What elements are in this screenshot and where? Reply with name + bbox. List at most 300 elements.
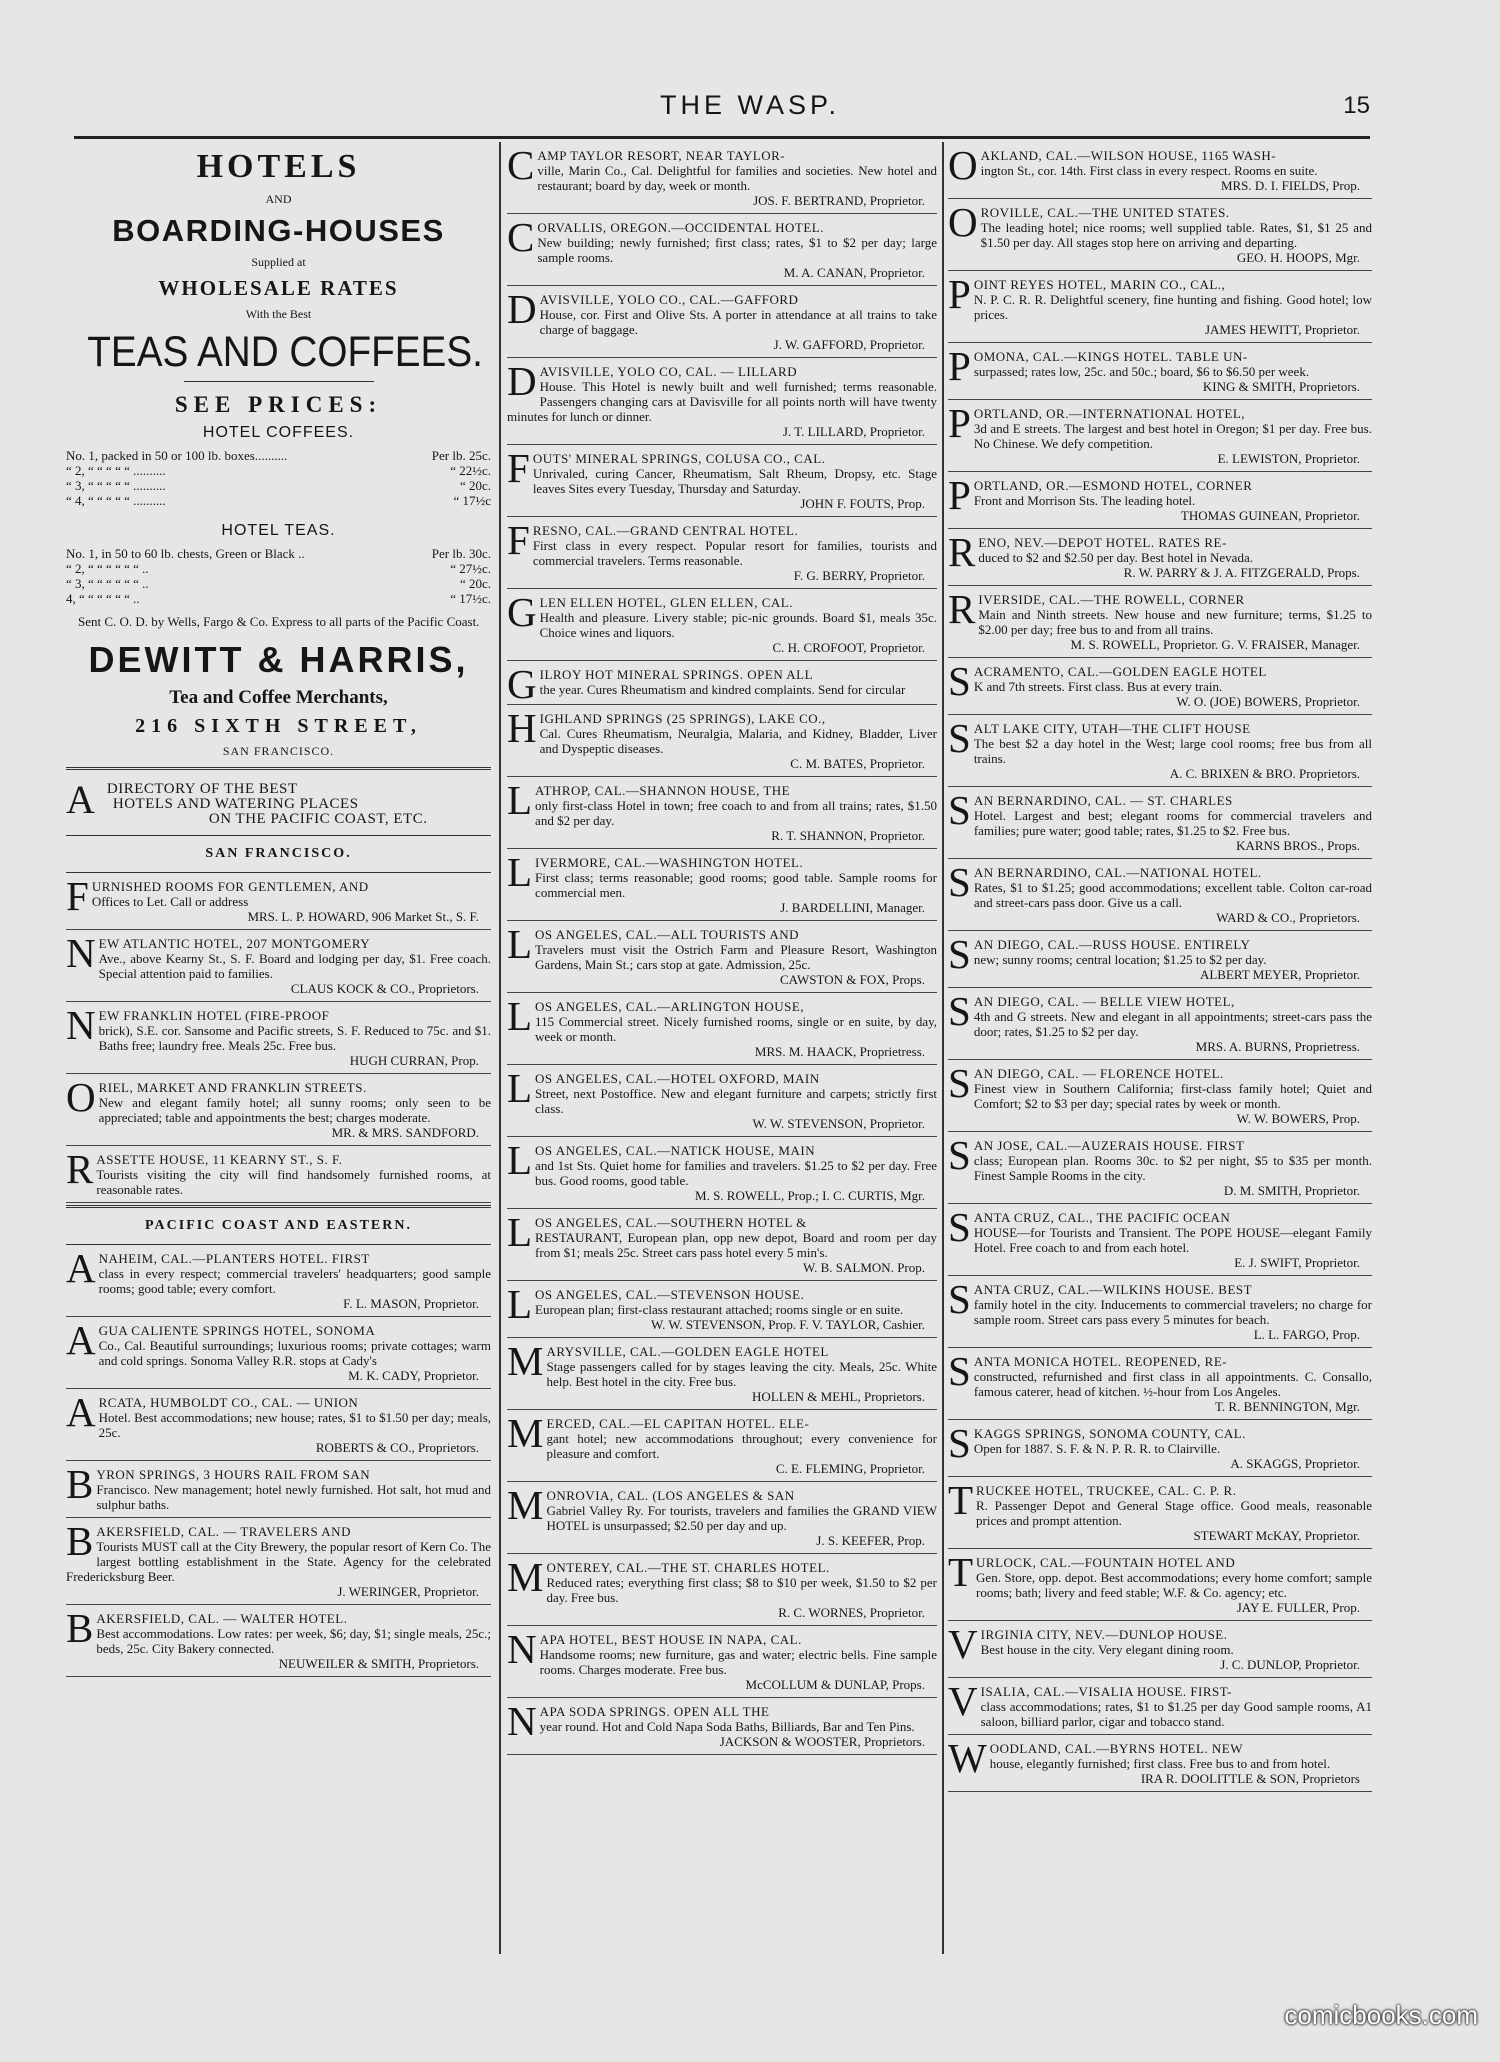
listing-proprietor: CAWSTON & FOX, Props. [780, 972, 925, 987]
listing-initial: T [948, 1477, 974, 1523]
listing-initial: D [507, 286, 537, 332]
ad-supplied-at: Supplied at [251, 255, 306, 269]
listing-title: AVISVILLE, YOLO CO., CAL.—GAFFORD [539, 292, 799, 307]
listing-entry [66, 1245, 491, 1317]
directory-heading [66, 777, 491, 827]
price-value: “ 17½c. [450, 591, 491, 606]
ad-with-best: With the Best [245, 307, 312, 321]
listing-entry [948, 472, 1372, 529]
listing-initial: P [948, 271, 971, 317]
listing-initial: S [948, 1348, 971, 1394]
listing-entry [507, 214, 937, 286]
listing-initial: T [948, 1549, 974, 1595]
ad-teas-coffees: TEAS AND COFFEES. [87, 328, 483, 376]
listing-text: and 1st Sts. Quiet home for families and travelers. $1.25 to $2 per day. Free bus. Good rooms, good table. [535, 1158, 937, 1188]
listing-proprietor: KING & SMITH, Proprietors. [1202, 379, 1360, 394]
ad-hotel-coffees: HOTEL COFFEES. [202, 424, 355, 441]
listing-entry [66, 1074, 491, 1146]
listing-text: Street, next Postoffice. New and elegant furniture and carpets; strictly first class. [535, 1086, 937, 1116]
listing-proprietor: C. H. CROFOOT, Proprietor. [772, 640, 925, 655]
directory-line-2: HOTELS AND WATERING PLACES [112, 796, 359, 812]
listing-initial: F [507, 517, 530, 563]
price-label: No. 1, in 50 to 60 lb. chests, Green or Black .. [66, 546, 305, 561]
listing-initial: R [948, 586, 976, 632]
ad-see-prices: SEE PRICES: [174, 392, 383, 417]
listing-initial: S [948, 1420, 971, 1466]
listing-initial: W [948, 1735, 987, 1781]
listing-entry [66, 1317, 491, 1389]
listing-title: OS ANGELES, CAL.—NATICK HOUSE, MAIN [535, 1143, 816, 1158]
listing-text: gant hotel; new accommodations throughout; every convenience for pleasure and comfort. [546, 1431, 937, 1461]
listing-text: 4th and G streets. New and elegant in all appointments; street-cars pass the door; rates, $1.25 to $2 per day. [973, 1009, 1372, 1039]
listing-entry [948, 1735, 1372, 1792]
listing-title: IRGINIA CITY, NEV.—DUNLOP HOUSE. [980, 1627, 1228, 1642]
price-label: “ 4, “ “ “ “ “ .......... [66, 493, 166, 508]
listing-text: Gen. Store, opp. depot. Best accommodations; every home comfort; sample rooms; bath; livery and feed stable; W.F. & Co. agency; etc. [976, 1570, 1372, 1600]
listing-text: duced to $2 and $2.50 per day. Best hotel in Nevada. [978, 550, 1253, 565]
listing-title: AMP TAYLOR RESORT, NEAR TAYLOR- [537, 148, 786, 163]
listing-entry [948, 1420, 1372, 1477]
listing-title: ANTA CRUZ, CAL., THE PACIFIC OCEAN [973, 1210, 1231, 1225]
listing-text: Hotel. Best accommodations; new house; rates, $1 to $1.50 per day; meals, 25c. [98, 1410, 491, 1440]
listing-text: HOUSE—for Tourists and Transient. The POPE HOUSE—elegant Family Hotel. Free coach to and from each hotel. [973, 1225, 1372, 1255]
listing-title: AN DIEGO, CAL. — FLORENCE HOTEL. [973, 1066, 1224, 1081]
listing-text: family hotel in the city. Inducements to commercial travelers; no charge for sample room. Street cars pass every 5 minutes for beach. [973, 1297, 1372, 1327]
listing-entry [948, 271, 1372, 343]
price-value: “ 20c. [459, 478, 491, 493]
column-3 [948, 142, 1372, 1954]
price-value: “ 17½c [453, 493, 491, 508]
pacific-coast-listings [66, 1245, 491, 1677]
listing-initial: S [948, 931, 971, 977]
ad-wholesale-rates: WHOLESALE RATES [158, 276, 399, 300]
listing-proprietor: ALBERT MEYER, Proprietor. [1199, 967, 1360, 982]
listing-initial: G [507, 661, 537, 707]
listing-entry [948, 1477, 1372, 1549]
directory-line-1: DIRECTORY OF THE BEST [106, 781, 298, 797]
price-label: “ 2, “ “ “ “ “ “ .. [66, 561, 149, 576]
listing-initial: O [948, 199, 978, 245]
listing-proprietor: E. LEWISTON, Proprietor. [1217, 451, 1360, 466]
listing-text: Open for 1887. S. F. & N. P. R. R. to Clairville. [973, 1441, 1221, 1456]
section-rule [66, 835, 491, 836]
listing-text: The best $2 a day hotel in the West; large cool rooms; free bus from all trains. [973, 736, 1372, 766]
listing-proprietor: D. M. SMITH, Proprietor. [1223, 1183, 1360, 1198]
listing-proprietor: CLAUS KOCK & CO., Proprietors. [290, 981, 479, 996]
listing-title: RCATA, HUMBOLDT CO., CAL. — UNION [98, 1395, 359, 1410]
listing-title: ANTA CRUZ, CAL.—WILKINS HOUSE. BEST [973, 1282, 1253, 1297]
listing-entry [66, 1605, 491, 1677]
directory-initial: A [66, 777, 95, 822]
listing-proprietor: J. T. LILLARD, Proprietor. [782, 424, 925, 439]
listing-entry [507, 705, 937, 777]
listing-initial: M [507, 1554, 544, 1600]
listing-proprietor: JAMES HEWITT, Proprietor. [1204, 322, 1360, 337]
price-value: “ 22½c. [450, 463, 491, 478]
listing-text: Finest view in Southern California; first-class family hotel; Quiet and Comfort; $2 to $3 per day; special rates by week or month. [973, 1081, 1372, 1111]
listing-title: URLOCK, CAL.—FOUNTAIN HOTEL AND [976, 1555, 1236, 1570]
listing-initial: H [507, 705, 537, 751]
listing-entry [948, 859, 1372, 931]
listing-text: Travelers must visit the Ostrich Farm and Pleasure Resort, Washington Gardens, Main St.; cars stop at gate. Admission, 25c. [535, 942, 937, 972]
listing-title: AVISVILLE, YOLO CO, CAL. — LILLARD [539, 364, 798, 379]
listing-entry [507, 661, 937, 705]
listing-proprietor: McCOLLUM & DUNLAP, Props. [745, 1677, 925, 1692]
listing-entry [507, 445, 937, 517]
listing-entry [507, 1065, 937, 1137]
listing-title: GUA CALIENTE SPRINGS HOTEL, SONOMA [98, 1323, 376, 1338]
listing-text: Unrivaled, curing Cancer, Rheumatism, Salt Rheum, Dropsy, etc. Stage leaves Sites every Tuesday, Thursday and Saturday. [532, 466, 937, 496]
listing-initial: B [66, 1518, 94, 1564]
listing-text: Reduced rates; everything first class; $8 to $10 per week, $1.50 to $2 per day. Free bus. [546, 1575, 937, 1605]
listing-initial: P [948, 400, 971, 446]
listing-entry [948, 931, 1372, 988]
listing-initial: L [507, 921, 533, 967]
listing-title: ASSETTE HOUSE, 11 KEARNY ST., S. F. [96, 1152, 343, 1167]
listing-text: First class; terms reasonable; good rooms; good table. Sample rooms for commercial men. [535, 870, 937, 900]
listing-proprietor: KARNS BROS., Props. [1236, 838, 1360, 853]
listing-title: RESNO, CAL.—GRAND CENTRAL HOTEL. [532, 523, 799, 538]
listing-proprietor: MRS. L. P. HOWARD, 906 Market St., S. F. [247, 909, 479, 924]
listing-text: Health and pleasure. Livery stable; pic-nic grounds. Board $1, meals 35c. Choice wines and liquors. [539, 610, 937, 640]
listing-entry [507, 142, 937, 214]
listing-proprietor: JACKSON & WOOSTER, Proprietors. [719, 1734, 925, 1749]
listing-text: Rates, $1 to $1.25; good accommodations; excellent table. Colton car-road and street-cars pass door. Give us a call. [973, 880, 1372, 910]
listing-initial: L [507, 1209, 533, 1255]
column-divider [942, 142, 944, 1954]
listing-text: ville, Marin Co., Cal. Delightful for families and societies. New hotel and restaurant; board by day, week or month. [537, 163, 937, 193]
listing-title: OINT REYES HOTEL, MARIN CO., CAL., [973, 277, 1226, 292]
price-row [66, 561, 491, 576]
listing-entry [948, 400, 1372, 472]
price-label: “ 2, “ “ “ “ “ .......... [66, 463, 166, 478]
listing-initial: L [507, 993, 533, 1039]
listing-text: new; sunny rooms; central location; $1.25 to $2 per day. [973, 952, 1267, 967]
listing-entry [66, 1146, 491, 1203]
listing-text: New building; newly furnished; first class; rates, $1 to $2 per day; large sample rooms. [537, 235, 937, 265]
listing-proprietor: THOMAS GUINEAN, Proprietor. [1180, 508, 1360, 523]
listing-text: only first-class Hotel in town; free coach to and from all trains; rates, $1.50 and $2 per day. [535, 798, 937, 828]
listing-initial: A [66, 1245, 96, 1291]
listing-initial: N [507, 1626, 537, 1672]
listing-entry [948, 1549, 1372, 1621]
listing-title: IVERSIDE, CAL.—THE ROWELL, CORNER [978, 592, 1245, 607]
listing-entry [507, 777, 937, 849]
listing-initial: P [948, 472, 971, 518]
listing-title: IVERMORE, CAL.—WASHINGTON HOTEL. [535, 855, 804, 870]
ad-cod-notice: Sent C. O. D. by Wells, Fargo & Co. Express to all parts of the Pacific Coast. [78, 614, 480, 629]
price-row [66, 493, 491, 508]
listing-initial: C [507, 142, 535, 188]
listing-initial: A [66, 1389, 96, 1435]
listing-proprietor: GEO. H. HOOPS, Mgr. [1236, 250, 1360, 265]
listing-proprietor: STEWART McKAY, Proprietor. [1193, 1528, 1360, 1543]
listing-title: ILROY HOT MINERAL SPRINGS. OPEN ALL [539, 667, 814, 682]
listing-text: the year. Cures Rheumatism and kindred complaints. Send for circular [539, 682, 906, 697]
listing-text: Front and Morrison Sts. The leading hotel. [973, 493, 1196, 508]
listing-title: ENO, NEV.—DEPOT HOTEL. RATES RE- [978, 535, 1227, 550]
directory-line-3: ON THE PACIFIC COAST, ETC. [208, 811, 428, 827]
listing-title: OUTS' MINERAL SPRINGS, COLUSA CO., CAL. [532, 451, 826, 466]
listing-title: OS ANGELES, CAL.—SOUTHERN HOTEL & [535, 1215, 807, 1230]
listing-text: 3d and E streets. The largest and best hotel in Oregon; $1 per day. Free bus. No Chinese. We defy competition. [973, 421, 1372, 451]
listing-proprietor: M. A. CANAN, Proprietor. [783, 265, 925, 280]
listing-title: ANTA MONICA HOTEL. REOPENED, RE- [973, 1354, 1228, 1369]
listing-initial: S [948, 1204, 971, 1250]
price-row [66, 546, 491, 561]
price-label: No. 1, packed in 50 or 100 lb. boxes.......... [66, 448, 288, 463]
listing-text: Ave., above Kearny St., S. F. Board and lodging per day, $1. Free coach. Special attention paid to families. [98, 951, 491, 981]
tea-coffee-advertisement [66, 148, 491, 759]
ad-boarding-houses: BOARDING-HOUSES [112, 213, 445, 248]
listing-proprietor: T. R. BENNINGTON, Mgr. [1214, 1399, 1360, 1414]
header-rule [74, 136, 1370, 139]
listing-entry [507, 993, 937, 1065]
price-row [66, 448, 491, 463]
listing-proprietor: J. S. KEEFER, Prop. [816, 1533, 925, 1548]
ad-city: SAN FRANCISCO. [222, 744, 335, 758]
listing-text: house, elegantly furnished; first class. Free bus to and from hotel. [989, 1756, 1331, 1771]
column-divider [499, 142, 501, 1954]
page-title: THE WASP. [659, 90, 841, 120]
listing-entry [948, 1132, 1372, 1204]
listing-text: Gabriel Valley Ry. For tourists, travelers and families the GRAND VIEW HOTEL is unsurpassed; $2.50 per day and up. [546, 1503, 937, 1533]
listing-title: EW ATLANTIC HOTEL, 207 MONTGOMERY [98, 936, 371, 951]
listing-proprietor: W. W. STEVENSON, Prop. F. V. TAYLOR, Cashier. [651, 1317, 925, 1332]
listing-text: European plan; first-class restaurant attached; rooms single or en suite. [535, 1302, 904, 1317]
listing-title: AKLAND, CAL.—WILSON HOUSE, 1165 WASH- [980, 148, 1277, 163]
column-3-listings [948, 142, 1372, 1792]
listing-proprietor: IRA R. DOOLITTLE & SON, Proprietors [1140, 1771, 1360, 1786]
listing-proprietor: W. W. BOWERS, Prop. [1236, 1111, 1360, 1126]
price-label: “ 3, “ “ “ “ “ “ .. [66, 576, 149, 591]
listing-title: OS ANGELES, CAL.—HOTEL OXFORD, MAIN [535, 1071, 820, 1086]
listing-entry [507, 849, 937, 921]
listing-initial: O [948, 142, 978, 188]
listing-text: R. Passenger Depot and General Stage office. Good meals, reasonable prices and prompt attention. [976, 1498, 1372, 1528]
listing-entry [948, 529, 1372, 586]
listing-proprietor: R. C. WORNES, Proprietor. [778, 1605, 925, 1620]
listing-entry [507, 1482, 937, 1554]
listing-initial: G [507, 589, 537, 635]
listing-text: Cal. Cures Rheumatism, Neuralgia, Malaria, and Kidney, Bladder, Liver and Dyspeptic diseases. [539, 726, 937, 756]
listing-initial: S [948, 988, 971, 1034]
listing-initial: O [66, 1074, 96, 1120]
listing-text: class accommodations; rates, $1 to $1.25 per day Good sample rooms, A1 saloon, billiard parlor, cigar and tobacco stand. [980, 1699, 1372, 1729]
ad-bottom-rule [66, 767, 491, 770]
listing-initial: L [507, 1065, 533, 1111]
listing-initial: S [948, 1060, 971, 1106]
price-value: Per lb. 30c. [431, 546, 491, 561]
listing-entry [507, 1698, 937, 1755]
listing-text: class; European plan. Rooms 30c. to $2 per night, $5 to $35 per month. Finest Sample Rooms in the city. [973, 1153, 1372, 1183]
listing-text: Tourists MUST call at the City Brewery, the popular resort of Kern Co. The largest bottling establishment in the State. Agency for the celebrated Fredericksburg Beer. [66, 1539, 491, 1584]
ad-and: AND [265, 192, 292, 206]
ad-headline: HOTELS [196, 148, 361, 185]
listing-initial: V [948, 1678, 978, 1724]
section-pacific-coast: PACIFIC COAST AND EASTERN. [145, 1218, 412, 1233]
listing-entry [948, 199, 1372, 271]
listing-text: House, cor. First and Olive Sts. A porter in attendance at all trains to take charge of baggage. [539, 307, 937, 337]
listing-title: URNISHED ROOMS FOR GENTLEMEN, AND [91, 879, 369, 894]
listing-text: Best house in the city. Very elegant dining room. [980, 1642, 1234, 1657]
listing-text: ington St., cor. 14th. First class in every respect. Rooms en suite. [980, 163, 1318, 178]
listing-initial: M [507, 1338, 544, 1384]
listing-entry [948, 715, 1372, 787]
listing-proprietor: E. J. SWIFT, Proprietor. [1234, 1255, 1360, 1270]
listing-entry [507, 921, 937, 993]
listing-entry [507, 1209, 937, 1281]
listing-text: Co., Cal. Beautiful surroundings; luxurious rooms; private cottages; warm and cold springs. Sonoma Valley R.R. stops at Cady's [98, 1338, 491, 1368]
listing-title: AN BERNARDINO, CAL. — ST. CHARLES [973, 793, 1233, 808]
listing-title: ORVALLIS, OREGON.—OCCIDENTAL HOTEL. [537, 220, 824, 235]
ad-firm-name: DEWITT & HARRIS, [88, 639, 469, 680]
listing-title: ERCED, CAL.—EL CAPITAN HOTEL. ELE- [546, 1416, 810, 1431]
listing-entry [507, 589, 937, 661]
price-value: “ 20c. [459, 576, 491, 591]
listing-initial: S [948, 1132, 971, 1178]
listing-entry [507, 1338, 937, 1410]
listing-title: ORTLAND, OR.—INTERNATIONAL HOTEL, [973, 406, 1246, 421]
listing-title: APA HOTEL, BEST HOUSE IN NAPA, CAL. [539, 1632, 802, 1647]
listing-proprietor: M. S. ROWELL, Prop.; I. C. CURTIS, Mgr. [695, 1188, 925, 1203]
listing-text: year round. Hot and Cold Napa Soda Baths, Billiards, Bar and Ten Pins. [539, 1719, 915, 1734]
listing-entry [948, 1348, 1372, 1420]
listing-proprietor: ROBERTS & CO., Proprietors. [315, 1440, 479, 1455]
listing-text: surpassed; rates low, 25c. and 50c.; board, $6 to $6.50 per week. [973, 364, 1310, 379]
listing-entry [66, 1518, 491, 1605]
listing-initial: R [66, 1146, 94, 1192]
listing-title: ROVILLE, CAL.—THE UNITED STATES. [980, 205, 1230, 220]
listing-entry [948, 988, 1372, 1060]
listing-proprietor: MRS. D. I. FIELDS, Prop. [1220, 178, 1360, 193]
listing-entry [948, 1621, 1372, 1678]
listing-title: ONROVIA, CAL. (LOS ANGELES & SAN [546, 1488, 795, 1503]
listing-entry [507, 1137, 937, 1209]
ad-hotel-teas: HOTEL TEAS. [221, 522, 336, 539]
listing-proprietor: C. M. BATES, Proprietor. [790, 756, 925, 771]
listing-entry [507, 1281, 937, 1338]
listing-initial: B [66, 1461, 94, 1507]
listing-entry [507, 517, 937, 589]
listing-entry [948, 343, 1372, 400]
listing-title: OS ANGELES, CAL.—ARLINGTON HOUSE, [535, 999, 805, 1014]
listing-initial: P [948, 343, 971, 389]
listing-title: EW FRANKLIN HOTEL (FIRE-PROOF [98, 1008, 330, 1023]
listing-proprietor: W. W. STEVENSON, Proprietor. [752, 1116, 925, 1131]
listing-proprietor: C. E. FLEMING, Proprietor. [775, 1461, 925, 1476]
listing-text: class in every respect; commercial travelers' headquarters; good sample rooms; good table; every comfort. [98, 1266, 491, 1296]
listing-initial: M [507, 1410, 544, 1456]
ad-merchants: Tea and Coffee Merchants, [169, 687, 388, 708]
price-row [66, 463, 491, 478]
listing-title: OS ANGELES, CAL.—STEVENSON HOUSE. [535, 1287, 805, 1302]
listing-text: Offices to Let. Call or address [91, 894, 249, 909]
listing-proprietor: L. L. FARGO, Prop. [1253, 1327, 1360, 1342]
listing-title: ORTLAND, OR.—ESMOND HOTEL, CORNER [973, 478, 1253, 493]
listing-title: ALT LAKE CITY, UTAH—THE CLIFT HOUSE [973, 721, 1251, 736]
listing-title: ACRAMENTO, CAL.—GOLDEN EAGLE HOTEL [973, 664, 1267, 679]
listing-entry [66, 1389, 491, 1461]
column-2 [507, 142, 937, 1954]
price-value: “ 27½c. [450, 561, 491, 576]
listing-entry [948, 1276, 1372, 1348]
listing-text: Stage passengers called for by stages leaving the city. Meals, 25c. White help. Best hotel in the city. Free bus. [546, 1359, 937, 1389]
listing-entry [66, 1002, 491, 1074]
listing-entry [507, 286, 937, 358]
price-row [66, 576, 491, 591]
listing-proprietor: A. SKAGGS, Proprietor. [1230, 1456, 1360, 1471]
price-label: “ 3, “ “ “ “ “ .......... [66, 478, 166, 493]
listing-initial: D [507, 358, 537, 404]
listing-initial: V [948, 1621, 978, 1667]
listing-entry [948, 658, 1372, 715]
listing-initial: S [948, 859, 971, 905]
listing-entry [66, 930, 491, 1002]
listing-text: The leading hotel; nice rooms; well supplied table. Rates, $1, $1 25 and $1.50 per day. All stages stop here on arriving and departing. [980, 220, 1372, 250]
listing-proprietor: J. W. GAFFORD, Proprietor. [773, 337, 925, 352]
listing-text: K and 7th streets. First class. Bus at every train. [973, 679, 1223, 694]
listing-entry [948, 142, 1372, 199]
listing-title: LEN ELLEN HOTEL, GLEN ELLEN, CAL. [539, 595, 793, 610]
section-san-francisco: SAN FRANCISCO. [205, 846, 352, 861]
listing-title: AN JOSE, CAL.—AUZERAIS HOUSE. FIRST [973, 1138, 1245, 1153]
listing-text: 115 Commercial street. Nicely furnished rooms, single or en suite, by day, week or month. [535, 1014, 937, 1044]
listing-proprietor: J. C. DUNLOP, Proprietor. [1220, 1657, 1360, 1672]
listing-title: OS ANGELES, CAL.—ALL TOURISTS AND [535, 927, 800, 942]
listing-title: OODLAND, CAL.—BYRNS HOTEL. NEW [989, 1741, 1244, 1756]
listing-proprietor: F. G. BERRY, Proprietor. [793, 568, 925, 583]
listing-text: New and elegant family hotel; all sunny rooms; only seen to be appreciated; table and appointments the best; charges moderate. [98, 1095, 491, 1125]
listing-proprietor: WARD & CO., Proprietors. [1216, 910, 1360, 925]
column-2-listings [507, 142, 937, 1755]
listing-initial: A [66, 1317, 96, 1363]
listing-initial: S [948, 658, 971, 704]
price-label: 4, “ “ “ “ “ “ .. [66, 591, 140, 606]
listing-title: IGHLAND SPRINGS (25 SPRINGS), LAKE CO., [539, 711, 826, 726]
listing-proprietor: R. W. PARRY & J. A. FITZGERALD, Props. [1123, 565, 1360, 580]
listing-proprietor: W. O. (JOE) BOWERS, Proprietor. [1176, 694, 1360, 709]
listing-proprietor: JAY E. FULLER, Prop. [1236, 1600, 1360, 1615]
listing-initial: S [948, 715, 971, 761]
listing-title: RUCKEE HOTEL, TRUCKEE, CAL. C. P. R. [976, 1483, 1237, 1498]
listing-initial: F [507, 445, 530, 491]
listing-title: APA SODA SPRINGS. OPEN ALL THE [539, 1704, 770, 1719]
listing-initial: L [507, 777, 533, 823]
listing-text: Hotel. Largest and best; elegant rooms for commercial travelers and families; pure water; good table; rates, $1.25 to $2. Free bus. [973, 808, 1372, 838]
page-number: 15 [1343, 92, 1370, 119]
ad-address: 216 SIXTH STREET, [135, 715, 422, 737]
tea-price-list [66, 546, 491, 606]
listing-title: RIEL, MARKET AND FRANKLIN STREETS. [98, 1080, 367, 1095]
listing-initial: N [66, 930, 96, 976]
listing-initial: N [66, 1002, 96, 1048]
listing-entry [948, 1204, 1372, 1276]
listing-proprietor: HOLLEN & MEHL, Proprietors. [752, 1389, 925, 1404]
listing-initial: L [507, 1137, 533, 1183]
listing-text: Main and Ninth streets. New house and new furniture; terms, $1.25 to $2.00 per day; free bus to and from all trains. [978, 607, 1372, 637]
listing-title: YRON SPRINGS, 3 HOURS RAIL FROM SAN [96, 1467, 371, 1482]
listing-initial: N [507, 1698, 537, 1744]
listing-proprietor: M. S. ROWELL, Proprietor. G. V. FRAISER, Manager. [1070, 637, 1360, 652]
watermark: comicbooks.com [1284, 2000, 1478, 2030]
price-value: Per lb. 25c. [431, 448, 491, 463]
listing-text: constructed, refurnished and first class in all appointments. C. Consallo, famous caterer, head of kitchen. ½-hour from Los Angeles. [973, 1369, 1372, 1399]
listing-initial: B [66, 1605, 94, 1651]
listing-title: ARYSVILLE, CAL.—GOLDEN EAGLE HOTEL [546, 1344, 829, 1359]
listing-text: Tourists visiting the city will find handsomely furnished rooms, at reasonable rates. [96, 1167, 491, 1197]
listing-title: KAGGS SPRINGS, SONOMA COUNTY, CAL. [973, 1426, 1246, 1441]
